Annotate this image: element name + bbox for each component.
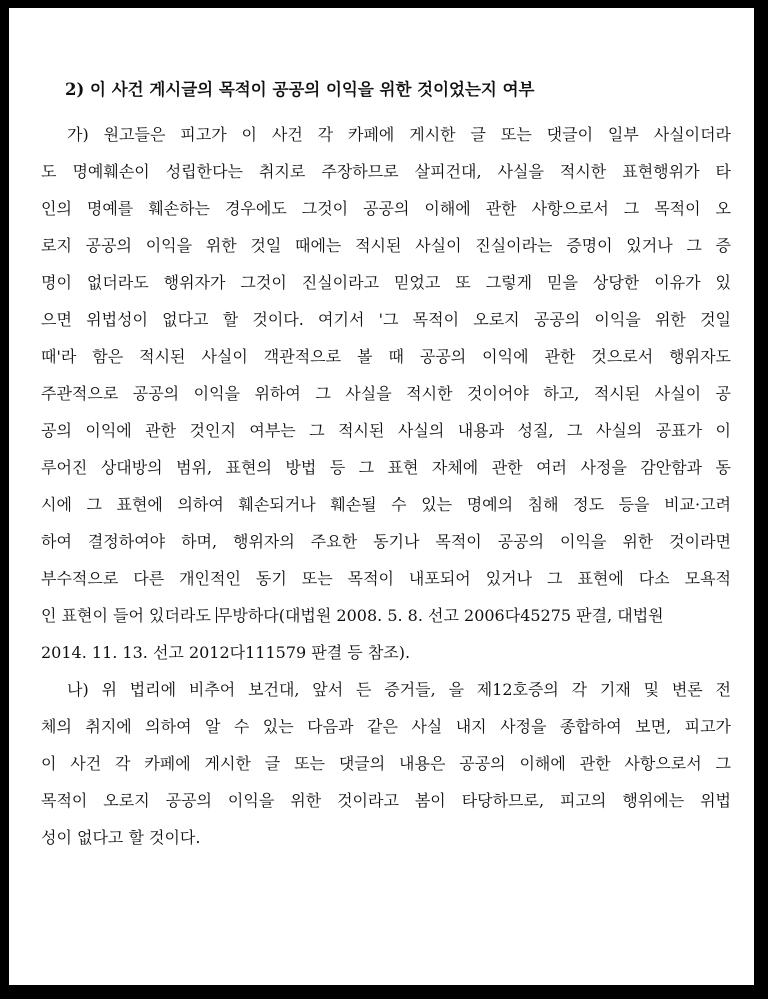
paragraph-1-line-with-cursor [41, 605, 731, 627]
paragraph-1-line: 명이 없더라도 행위자가 그것이 진실이라고 믿었고 또 그렇게 믿을 상당한 이유가 있 [41, 273, 731, 292]
paragraph-1-line-head: 인 표현이 들어 있더라도 [41, 606, 216, 625]
paragraph-1-line: 때'라 함은 적시된 사실이 객관적으로 볼 때 공공의 이익에 관한 것으로서 행위자도 [41, 347, 731, 366]
section-heading: 2) 이 사건 게시글의 목적이 공공의 이익을 위한 것이었는지 여부 [65, 80, 535, 99]
paragraph-1-line: 2014. 11. 13. 선고 2012다111579 판결 등 참조). [41, 643, 411, 662]
paragraph-1-line: 으면 위법성이 없다고 할 것이다. 여기서 '그 목적이 오로지 공공의 이익을 위한 것일 [41, 310, 731, 329]
paragraph-1-line: 로지 공공의 이익을 위한 것일 때에는 적시된 사실이 진실이라는 증명이 있거나 그 증 [41, 236, 731, 255]
paragraph-1-line: 인의 명예를 훼손하는 경우에도 그것이 공공의 이해에 관한 사항으로서 그 목적이 오 [41, 199, 731, 218]
document-page [9, 8, 754, 985]
paragraph-1-line: 도 명예훼손이 성립한다는 취지로 주장하므로 살피건대, 사실을 적시한 표현행위가 타 [41, 162, 731, 181]
paragraph-1-line: 부수적으로 다른 개인적인 동기 또는 목적이 내포되어 있거나 그 표현에 다소 모욕적 [41, 569, 731, 588]
paragraph-1-line: 가) 원고들은 피고가 이 사건 각 카페에 게시한 글 또는 댓글이 일부 사실이더라 [67, 125, 731, 144]
paragraph-1-line: 하여 결정하여야 하며, 행위자의 주요한 동기나 목적이 공공의 이익을 위한 것이라면 [41, 532, 731, 551]
paragraph-1-line: 시에 그 표현에 의하여 훼손되거나 훼손될 수 있는 명예의 침해 정도 등을 비교·고려 [41, 495, 731, 514]
paragraph-1-line-tail: 무방하다(대법원 2008. 5. 8. 선고 2006다45275 판결, 대법원 [216, 606, 664, 625]
paragraph-2-line: 이 사건 각 카페에 게시한 글 또는 댓글의 내용은 공공의 이해에 관한 사항으로서 그 [41, 754, 731, 773]
paragraph-2-line: 목적이 오로지 공공의 이익을 위한 것이라고 봄이 타당하므로, 피고의 행위에는 위법 [41, 791, 731, 810]
paragraph-1-line: 주관적으로 공공의 이익을 위하여 그 사실을 적시한 것이어야 하고, 적시된 사실이 공 [41, 384, 731, 403]
paragraph-2-line: 체의 취지에 의하여 알 수 있는 다음과 같은 사실 내지 사정을 종합하여 보면, 피고가 [41, 717, 731, 736]
paragraph-1-line: 공의 이익에 관한 것인지 여부는 그 적시된 사실의 내용과 성질, 그 사실의 공표가 이 [41, 421, 731, 440]
paragraph-2-line: 나) 위 법리에 비추어 보건대, 앞서 든 증거들, 을 제12호증의 각 기재 및 변론 전 [67, 680, 731, 699]
paragraph-1-line: 루어진 상대방의 범위, 표현의 방법 등 그 표현 자체에 관한 여러 사정을 감안함과 동 [41, 458, 731, 477]
paragraph-2-line: 성이 없다고 할 것이다. [41, 828, 201, 847]
